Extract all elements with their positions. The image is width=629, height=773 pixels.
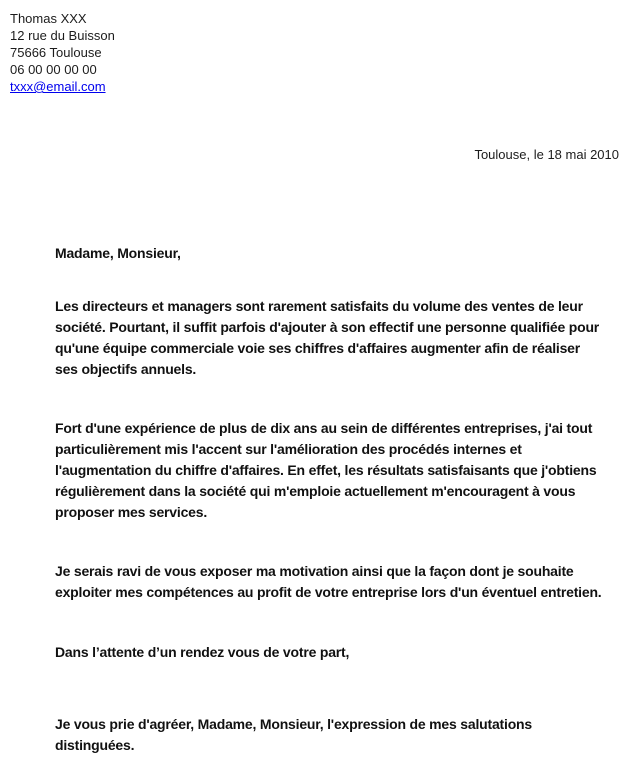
sender-address-street: 12 rue du Buisson: [10, 28, 115, 43]
paragraph-rendezvous: Dans l’attente d’un rendez vous de votre part,: [55, 644, 350, 660]
date-line: Toulouse, le 18 mai 2010: [474, 147, 619, 162]
sender-block: [10, 10, 619, 95]
paragraph-closing: Je vous prie d'agréer, Madame, Monsieur, l'expression de mes salutations distinguées.: [55, 716, 532, 753]
salutation: Madame, Monsieur,: [55, 245, 181, 261]
sender-email-line: [10, 78, 619, 95]
sender-address-city: 75666 Toulouse: [10, 45, 102, 60]
paragraph-motivation: Je serais ravi de vous exposer ma motivation ainsi que la façon dont je souhaite exploiter mes compétences au profit de votre entreprise lors d'un éventuel entretien.: [55, 563, 602, 600]
paragraph-experience: Fort d'une expérience de plus de dix ans au sein de différentes entreprises, j'ai tout particulièrement mis l'accent sur l'amélioration des procédés internes et l'augmentation du chiffre d'affaires. En effet, les résultats satisfaisants que j'obtiens régulièrement dans la société qui m'emploie actuellement m'encouragent à vous proposer mes services.: [55, 420, 597, 520]
paragraph-intro: Les directeurs et managers sont rarement satisfaits du volume des ventes de leur société. Pourtant, il suffit parfois d'ajouter à son effectif une personne qualifiée pour qu'une équipe commerciale voie ses chiffres d'affaires augmenter afin de réaliser ses objectifs annuels.: [55, 298, 600, 377]
sender-phone: 06 00 00 00 00: [10, 62, 97, 77]
sender-name: Thomas XXX: [10, 11, 87, 26]
sender-email-link[interactable]: txxx@email.com: [10, 79, 106, 94]
letter-body: [55, 243, 603, 756]
